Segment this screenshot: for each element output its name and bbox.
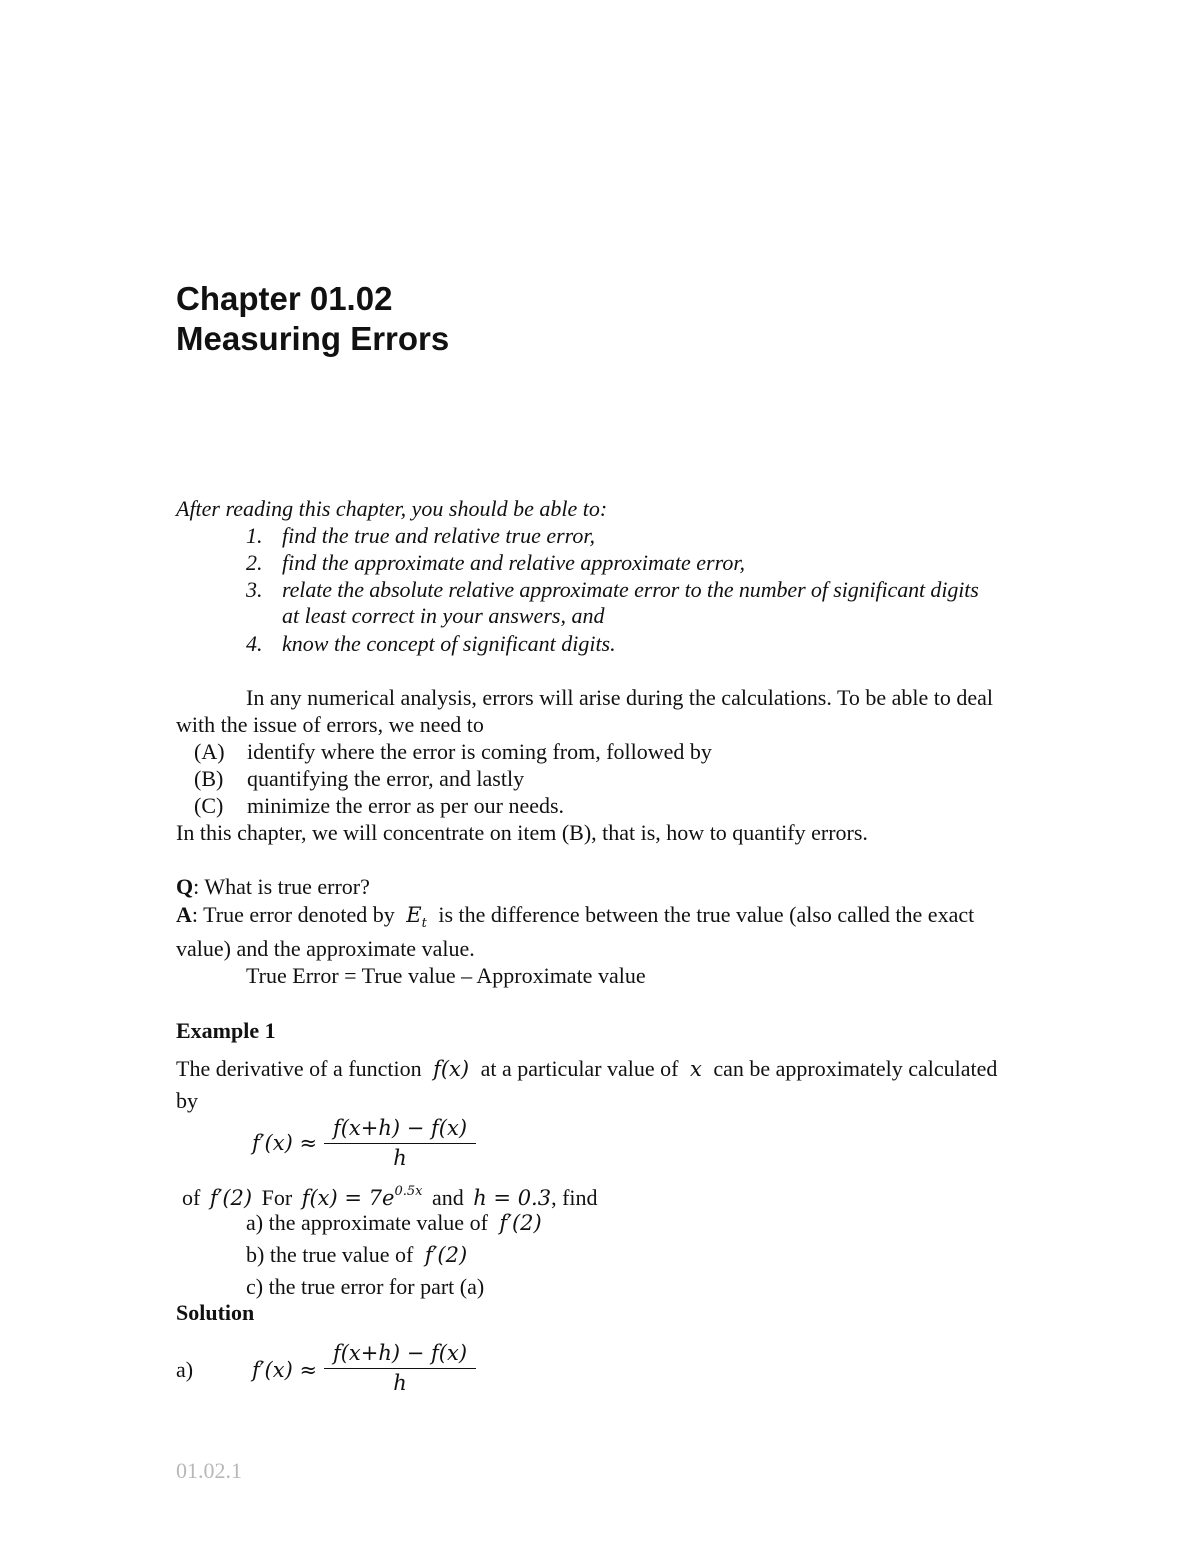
solution-part-label: a): [176, 1357, 194, 1382]
objective-number: 2.: [246, 550, 263, 575]
answer-label: A: [176, 902, 192, 927]
solution-formula-fraction: [324, 1340, 476, 1397]
part-text: a) the approximate value of: [246, 1210, 488, 1235]
example-part-b: [246, 1242, 467, 1268]
example-text: can be approximately calculated: [713, 1056, 998, 1081]
example-part-c: [246, 1274, 484, 1300]
given-text: and: [431, 1185, 464, 1210]
answer-text-before: : True error denoted by: [191, 902, 395, 927]
objective-text-continued: at least correct in your answers, and: [282, 603, 605, 628]
fraction-numerator: f(x+h) − f(x): [324, 1115, 476, 1144]
example-given-line: [182, 1179, 598, 1211]
intro-paragraph-line-1: In any numerical analysis, errors will arise during the calculations. To be able to deal: [246, 685, 994, 710]
objective-text: find the true and relative true error,: [282, 523, 596, 548]
question-text: : What is true error?: [193, 874, 370, 899]
part-math: f′(2): [424, 1243, 468, 1267]
given-step-size: h = 0.3: [473, 1186, 552, 1210]
derivative-formula-fraction: [324, 1115, 476, 1172]
step-text: quantifying the error, and lastly: [247, 766, 525, 791]
example-line-2: by: [176, 1088, 198, 1113]
example-part-a: [246, 1210, 542, 1236]
answer-line-2: value) and the approximate value.: [176, 936, 475, 961]
fraction-denominator: h: [393, 1371, 407, 1395]
step-label: (C): [194, 793, 224, 818]
step-text: minimize the error as per our needs.: [247, 793, 565, 818]
objective-number: 1.: [246, 523, 263, 548]
derivative-formula-lhs: f′(x) ≈: [252, 1131, 318, 1155]
fraction-numerator: f(x+h) − f(x): [324, 1340, 476, 1369]
solution-heading: Solution: [176, 1300, 255, 1325]
function-symbol: f(x): [433, 1057, 470, 1081]
step-label: (B): [194, 766, 224, 791]
intro-paragraph-line-2: with the issue of errors, we need to: [176, 712, 484, 737]
example-text: The derivative of a function: [176, 1056, 422, 1081]
given-text: For: [261, 1185, 293, 1210]
objective-text: relate the absolute relative approximate error to the number of significant digits: [282, 577, 979, 602]
given-derivative: f′(2): [209, 1186, 253, 1210]
objectives-intro: After reading this chapter, you should be able to:: [176, 496, 608, 521]
step-text: identify where the error is coming from, followed by: [247, 739, 712, 764]
example-text: at a particular value of: [480, 1056, 679, 1081]
given-function: $f(x) = 7e^{0.5x}$: [301, 1184, 423, 1210]
given-text: , find: [551, 1185, 598, 1210]
part-math: f′(2): [499, 1211, 542, 1235]
true-error-symbol: $E_t$: [406, 903, 427, 931]
question: [176, 874, 370, 900]
chapter-number: Chapter 01.02: [176, 280, 393, 317]
variable-x: x: [690, 1057, 702, 1081]
objective-text: know the concept of significant digits.: [282, 631, 616, 656]
step-label: (A): [194, 739, 225, 764]
true-error-formula: True Error = True value – Approximate value: [246, 963, 646, 988]
fraction-denominator: h: [393, 1146, 407, 1170]
given-text: of: [182, 1185, 201, 1210]
page-number: 01.02.1: [176, 1458, 242, 1483]
objective-number: 4.: [246, 631, 263, 656]
answer-line-1: [176, 902, 1060, 937]
part-text: b) the true value of: [246, 1242, 414, 1267]
objective-text: find the approximate and relative approximate error,: [282, 550, 745, 575]
part-text: c) the true error for part (a): [246, 1274, 485, 1299]
objective-number: 3.: [246, 577, 263, 602]
solution-formula-lhs: f′(x) ≈: [252, 1358, 318, 1382]
question-label: Q: [176, 874, 194, 899]
example-line-1: [176, 1056, 1060, 1082]
answer-text-after: is the difference between the true value (also called the exact: [438, 902, 975, 927]
intro-closing: In this chapter, we will concentrate on item (B), that is, how to quantify errors.: [176, 820, 868, 845]
example-heading: Example 1: [176, 1018, 276, 1043]
chapter-title: Measuring Errors: [176, 320, 450, 357]
